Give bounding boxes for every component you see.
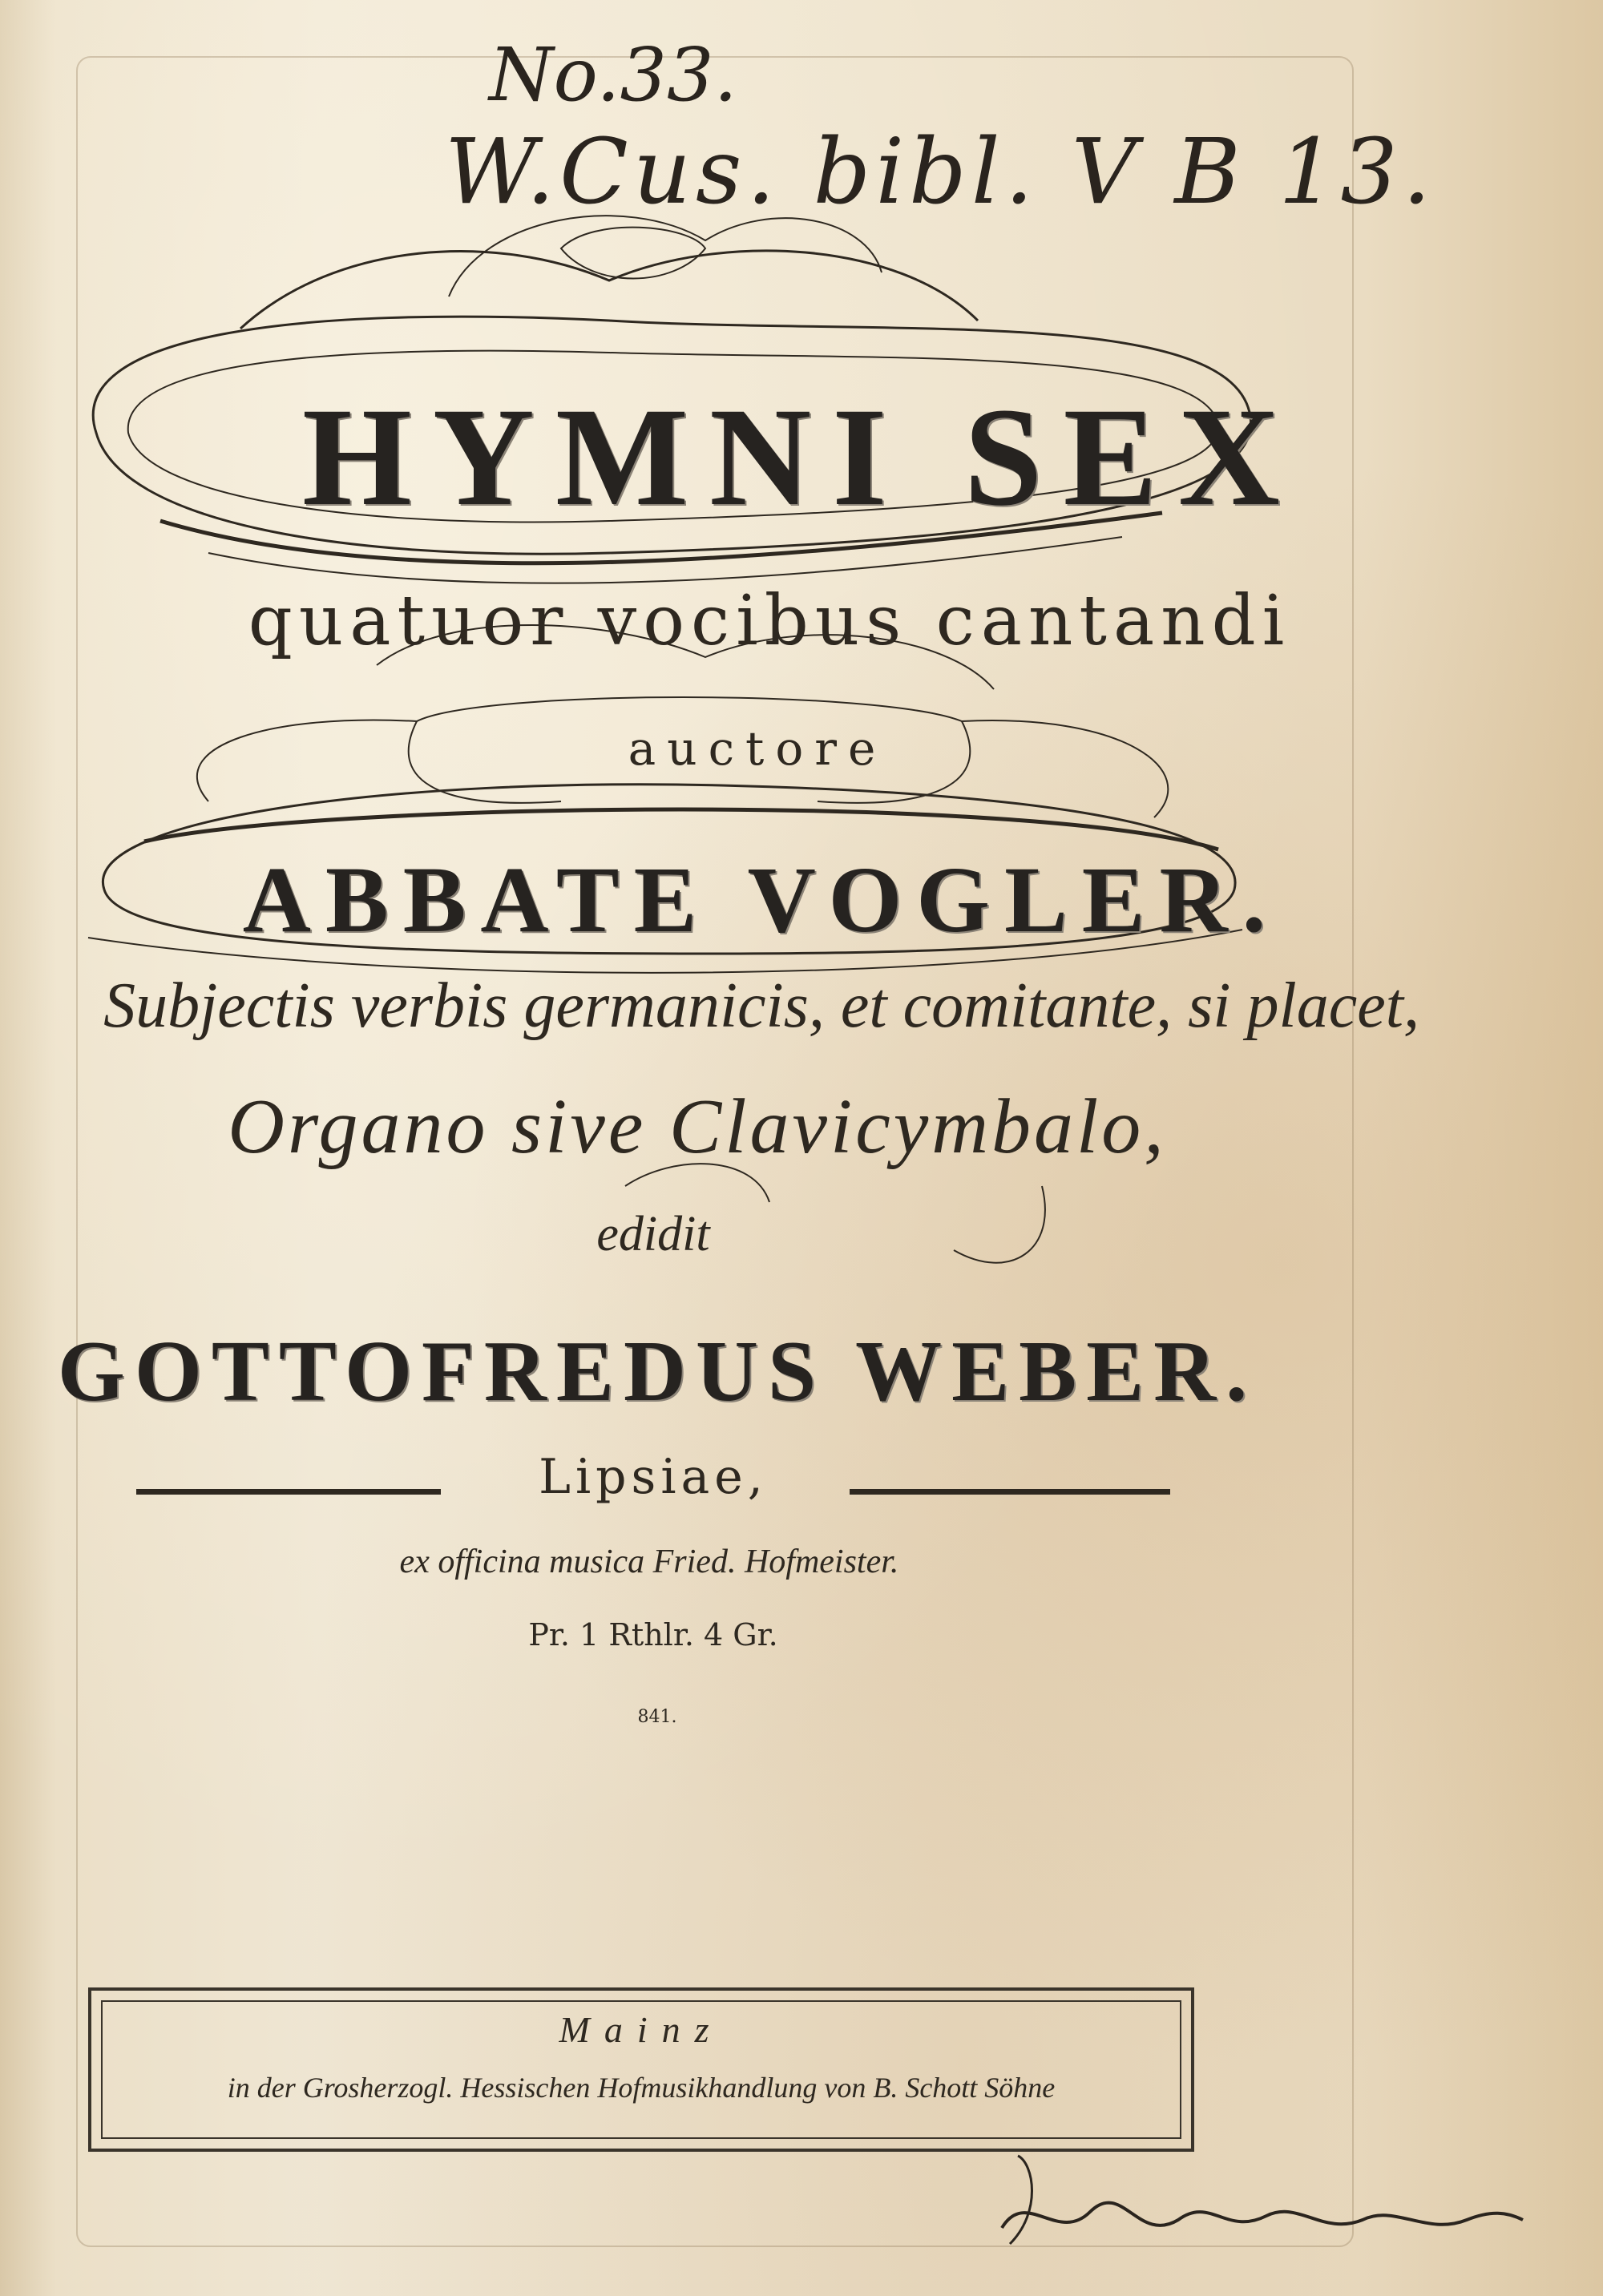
subtitle: quatuor vocibus cantandi [248,581,1291,661]
edidit-line: edidit [596,1207,710,1261]
plate-number: 841. [637,1707,677,1727]
shelf-number: No.33. [489,32,737,118]
imprint-firm: in der Grosherzogl. Hessischen Hofmusikhandlung von B. Schott Söhne [227,2072,1056,2104]
main-title: HYMNI SEX [301,379,1302,535]
imprint-city: Mainz [559,2009,724,2050]
auctore-line: auctore [628,721,887,776]
shelf-mark: W.Cus. bibl. V B 13. [445,120,1436,224]
author-name: ABBATE VOGLER. [242,847,1281,952]
subjectis-line: Subjectis verbis germanicis, et comitante, si placet, [103,970,1419,1041]
price-line: Pr. 1 Rthlr. 4 Gr. [528,1617,778,1652]
editor-name: GOTTOFREDUS WEBER. [57,1324,1258,1419]
city-line: Lipsiae, [539,1449,768,1505]
publisher-line: ex officina musica Fried. Hofmeister. [399,1543,899,1580]
organo-line: Organo sive Clavicymbalo, [228,1083,1167,1170]
